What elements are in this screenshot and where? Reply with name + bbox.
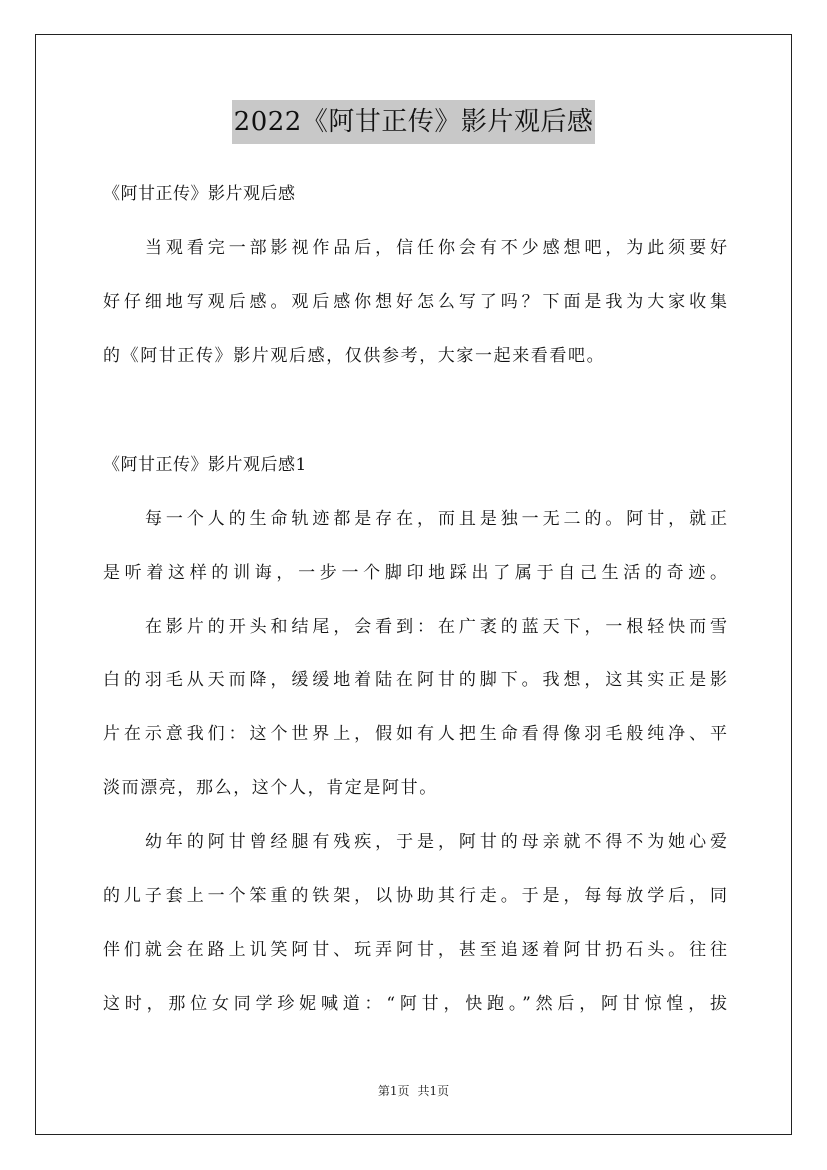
title-container (0, 100, 827, 144)
intro-line: 好仔细地写观后感。观后感你想好怎么写了吗？下面是我为大家收集 (103, 292, 727, 312)
page-footer (0, 1083, 827, 1099)
paragraph-line: 这时，那位女同学珍妮喊道：“阿甘，快跑。”然后，阿甘惊惶，拔 (103, 994, 727, 1014)
paragraph-line: 每一个人的生命轨迹都是存在，而且是独一无二的。阿甘，就正 (145, 509, 727, 529)
subheading-1: 《阿甘正传》影片观后感1 (103, 455, 307, 475)
document-title: 2022《阿甘正传》影片观后感 (232, 100, 596, 144)
page-number: 第1页 (377, 1084, 410, 1098)
paragraph-line: 淡而漂亮，那么，这个人，肯定是阿甘。 (103, 778, 438, 798)
paragraph-line: 的儿子套上一个笨重的铁架，以协助其行走。于是，每每放学后，同 (103, 886, 727, 906)
paragraph-line: 伴们就会在路上讥笑阿甘、玩弄阿甘，甚至追逐着阿甘扔石头。往往 (103, 940, 727, 960)
subheading-main: 《阿甘正传》影片观后感 (103, 184, 296, 204)
paragraph-line: 在影片的开头和结尾，会看到：在广袤的蓝天下，一根轻快而雪 (145, 617, 727, 637)
paragraph-line: 幼年的阿甘曾经腿有残疾，于是，阿甘的母亲就不得不为她心爱 (145, 832, 727, 852)
paragraph-line: 白的羽毛从天而降，缓缓地着陆在阿甘的脚下。我想，这其实正是影 (103, 670, 727, 690)
paragraph-line: 片在示意我们：这个世界上，假如有人把生命看得像羽毛般纯净、平 (103, 724, 727, 744)
intro-line: 当观看完一部影视作品后，信任你会有不少感想吧，为此须要好 (145, 238, 727, 258)
paragraph-line: 是听着这样的训诲，一步一个脚印地踩出了属于自己生活的奇迹。 (103, 563, 727, 583)
page-total: 共1页 (417, 1084, 450, 1098)
intro-line: 的《阿甘正传》影片观后感，仅供参考，大家一起来看看吧。 (103, 346, 606, 366)
